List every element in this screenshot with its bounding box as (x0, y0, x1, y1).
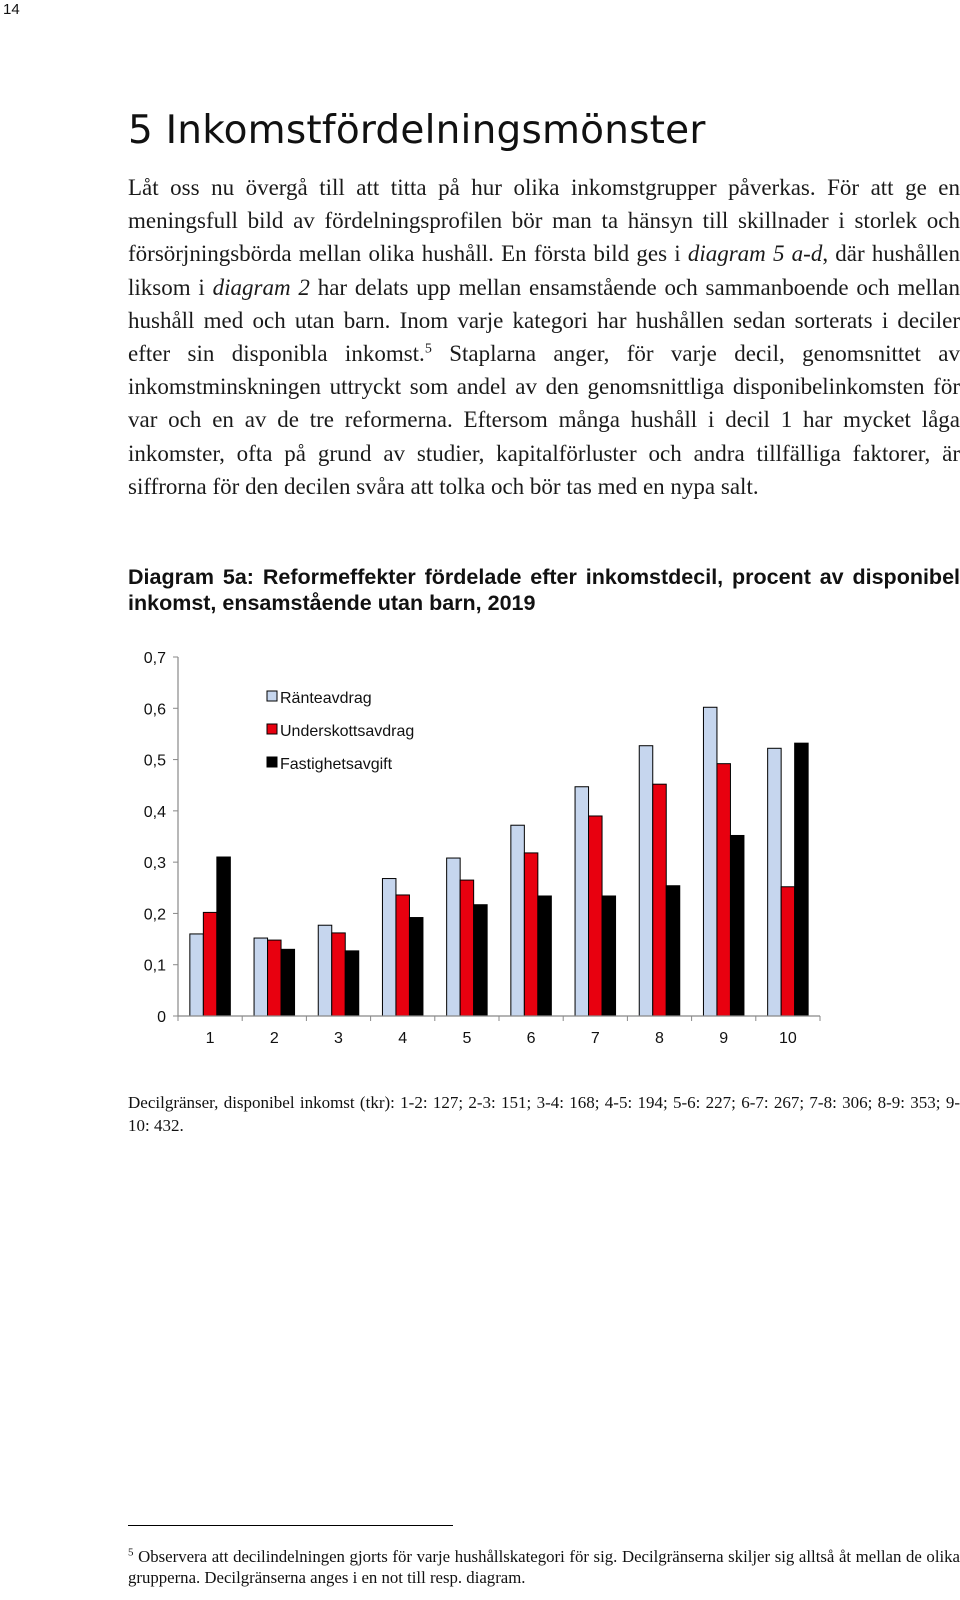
bar-ränteavdrag-decile-2 (254, 938, 267, 1016)
bar-underskottsavdrag-decile-10 (781, 887, 795, 1016)
chart-bars (190, 707, 808, 1016)
bar-ränteavdrag-decile-8 (639, 746, 653, 1016)
x-tick-label: 1 (205, 1030, 215, 1047)
x-tick-label: 6 (526, 1030, 536, 1047)
body-text-part: har delats upp mellan ensamstående och sammanboende och mellan hushåll med och utan barn. Inom varje kategori har hushållen sedan sorterats i deciler efter sin disponibla inkomst. (128, 274, 960, 367)
decile-boundaries-note: Decilgränser, disponibel inkomst (tkr): 1-2: 127; 2-3: 151; 3-4: 168; 4-5: 194; 5-6: 227; 6-7: 267; 7-8: 306; 8-9: 353; 9-10: 432. (128, 1093, 960, 1135)
bar-ränteavdrag-decile-5 (447, 858, 461, 1016)
diagram-reference: diagram 2 (212, 274, 310, 300)
bar-fastighetsavgift-decile-1 (217, 857, 231, 1016)
chart-axes (144, 650, 820, 1047)
body-paragraph (128, 171, 960, 503)
x-tick-label: 4 (398, 1030, 408, 1047)
bar-underskottsavdrag-decile-6 (524, 853, 538, 1016)
diagram-reference: diagram 5 a-d (687, 241, 823, 267)
bar-fastighetsavgift-decile-3 (345, 951, 359, 1016)
bar-ränteavdrag-decile-1 (190, 934, 204, 1016)
x-tick-label: 9 (719, 1030, 729, 1047)
bar-fastighetsavgift-decile-7 (602, 896, 616, 1016)
footnote (128, 1547, 960, 1588)
footnote-marker: 5 (424, 341, 432, 357)
bar-underskottsavdrag-decile-5 (460, 880, 474, 1016)
x-tick-label: 10 (779, 1030, 797, 1047)
bar-fastighetsavgift-decile-6 (538, 896, 552, 1016)
bar-underskottsavdrag-decile-4 (396, 895, 410, 1016)
x-tick-label: 2 (269, 1030, 279, 1047)
bar-fastighetsavgift-decile-4 (409, 918, 423, 1016)
bar-fastighetsavgift-decile-2 (281, 949, 295, 1016)
footnote-mark: 5 (128, 1546, 134, 1559)
y-tick-label: 0,1 (143, 957, 166, 975)
bar-ränteavdrag-decile-4 (382, 879, 396, 1016)
legend-swatch (267, 691, 277, 701)
bar-ränteavdrag-decile-7 (575, 787, 589, 1016)
y-tick-label: 0,5 (143, 752, 166, 770)
bar-ränteavdrag-decile-3 (318, 925, 332, 1016)
legend-swatch (267, 757, 277, 767)
bar-underskottsavdrag-decile-8 (653, 784, 667, 1016)
legend-label: Underskottsavdrag (280, 723, 415, 740)
body-text-part: Staplarna anger, för varje decil, genomsnittet av inkomstminskningen uttryckt som andel av den genomsnittliga disponibelinkomsten för var och en av de tre reformerna. Eftersom många hushåll i decil 1 har mycket låga inkomster, ofta på grund av studier, kapitalförluster och andra tillfälliga faktorer, är siffrorna för den decilen svåra att tolka och bör tas med en nypa salt. (128, 341, 960, 499)
bar-underskottsavdrag-decile-9 (717, 764, 731, 1016)
bar-ränteavdrag-decile-6 (511, 825, 524, 1016)
x-tick-label: 7 (590, 1030, 600, 1047)
x-tick-label: 8 (655, 1030, 664, 1047)
bar-fastighetsavgift-decile-9 (730, 835, 744, 1016)
y-tick-label: 0,2 (143, 906, 166, 924)
bar-underskottsavdrag-decile-2 (268, 940, 282, 1016)
y-tick-label: 0 (157, 1009, 166, 1026)
y-tick-label: 0,4 (143, 803, 166, 821)
diagram-title: Diagram 5a: Reformeffekter fördelade efter inkomstdecil, procent av disponibel inkomst, ensamstående utan barn, 2019 (128, 565, 960, 615)
footnote-text: Observera att decilindelningen gjorts för varje hushållskategori för sig. Decilgränserna skiljer sig alltså åt mellan de olika grupperna. Decilgränserna anges i en not till resp. diagram. (128, 1547, 960, 1587)
y-tick-label: 0,6 (143, 701, 166, 719)
bar-fastighetsavgift-decile-10 (795, 743, 809, 1016)
section-heading: 5 Inkomstfördelningsmönster (128, 108, 706, 153)
footnote-separator (128, 1525, 453, 1526)
chart-legend (267, 690, 414, 773)
y-tick-label: 0,7 (143, 650, 166, 667)
bar-underskottsavdrag-decile-3 (332, 933, 346, 1016)
legend-label: Fastighetsavgift (280, 756, 393, 773)
bar-ränteavdrag-decile-10 (768, 748, 782, 1016)
legend-swatch (267, 724, 277, 734)
x-tick-label: 5 (462, 1030, 472, 1047)
bar-underskottsavdrag-decile-1 (203, 912, 217, 1016)
body-text-part: Låt oss nu övergå till att titta på hur olika inkomstgrupper påverkas. För att ge en meningsfull bild av fördelningsprofilen bör man ta hänsyn till skillnader i storlek och försörjningsbörda mellan olika hushåll. En första bild ges i (128, 175, 960, 267)
legend-label: Ränteavdrag (280, 690, 372, 707)
bar-ränteavdrag-decile-9 (703, 707, 717, 1016)
page-number: 14 (3, 1, 20, 18)
bar-underskottsavdrag-decile-7 (589, 816, 603, 1016)
y-tick-label: 0,3 (143, 855, 166, 873)
bar-fastighetsavgift-decile-5 (474, 905, 488, 1016)
body-text-part: , där hushållen liksom i (128, 241, 960, 300)
x-tick-label: 3 (334, 1030, 343, 1047)
bar-fastighetsavgift-decile-8 (666, 886, 680, 1016)
